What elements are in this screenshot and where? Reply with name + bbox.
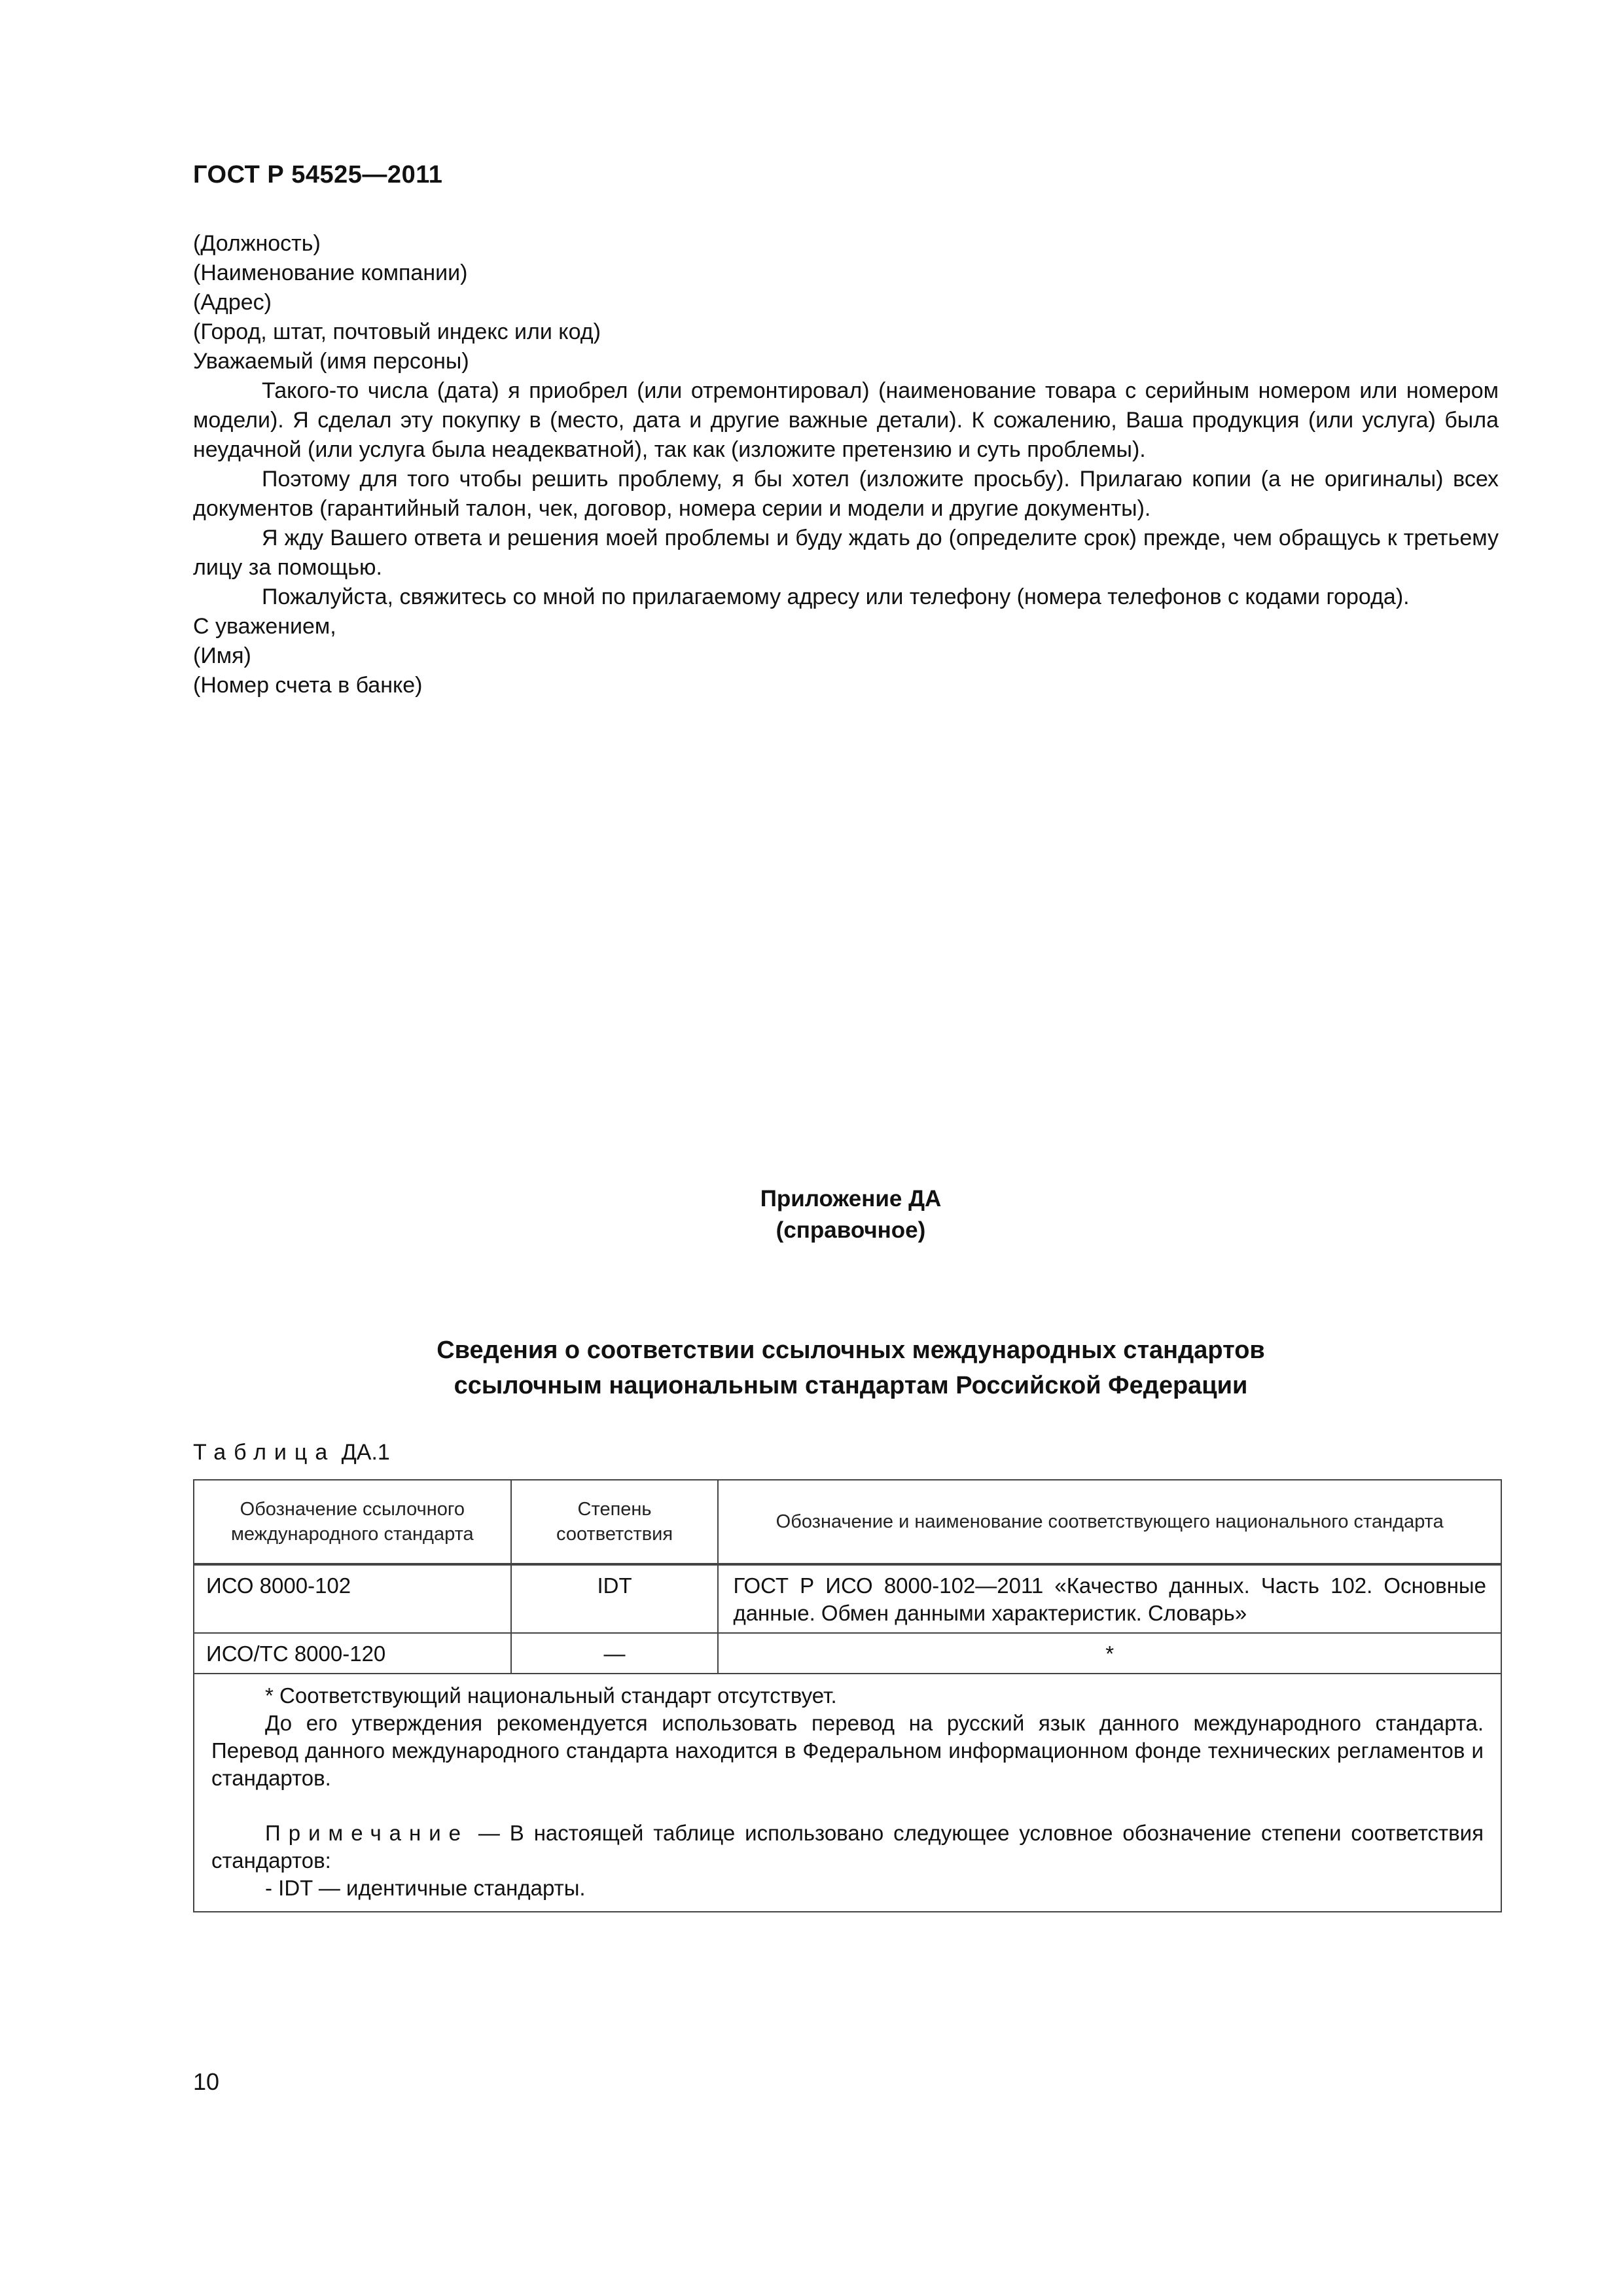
- salutation-line: Уважаемый (имя персоны): [193, 349, 469, 374]
- column-header: Обозначение и наименование соответствующего национального стандарта: [718, 1480, 1501, 1564]
- note-label: Примечание: [265, 1821, 469, 1845]
- appendix-kind: (справочное): [776, 1217, 926, 1243]
- table-header-row: [194, 1480, 1501, 1564]
- table-caption: [193, 1440, 390, 1465]
- degree-cell: IDT: [511, 1564, 719, 1633]
- address-line: (Город, штат, почтовый индекс или код): [193, 319, 601, 344]
- appendix-title-line: Сведения о соответствии ссылочных международных стандартов: [437, 1336, 1265, 1364]
- closing-line: (Номер счета в банке): [193, 673, 423, 698]
- appendix-title-line: ссылочным национальным стандартам Российской Федерации: [454, 1372, 1248, 1399]
- letter-paragraph: Поэтому для того чтобы решить проблему, я бы хотел (изложите просьбу). Прилагаю копии (а не оригиналы) всех документов (гарантийный талон, чек, договор, номера серии и модели и другие документы).: [193, 467, 1499, 521]
- closing-line: С уважением,: [193, 614, 336, 639]
- closing-line: (Имя): [193, 643, 251, 668]
- appendix-title: [193, 1333, 1508, 1403]
- table-caption-number: ДА.1: [341, 1440, 390, 1465]
- letter-paragraph: Такого-то числа (дата) я приобрел (или отремонтировал) (наименование товара с серийным номером или номером модели). Я сделал эту покупку в (место, дата и другие важные детали). К сожалению, Ваша продукция (или услуга) была неудачной (или услуга была неадекватной), так как (изложите претензию и суть проблемы).: [193, 378, 1499, 462]
- appendix-name: Приложение ДА: [760, 1186, 942, 1211]
- table-row: [194, 1633, 1501, 1674]
- footnote-recommendation: До его утверждения рекомендуется использовать перевод на русский язык данного международного стандарта. Перевод данного международного стандарта находится в Федеральном информационном фонде технических регламентов и стандартов.: [211, 1711, 1484, 1790]
- standards-correspondence-table: [193, 1479, 1502, 1912]
- appendix-heading: [193, 1183, 1508, 1246]
- page-number: 10: [193, 2068, 220, 2095]
- table-caption-word: Таблица: [193, 1440, 336, 1465]
- letter-template: [193, 229, 1499, 700]
- footnote-spacer: [211, 1792, 1484, 1820]
- address-line: (Должность): [193, 231, 321, 256]
- intl-standard-cell: ИСО/ТС 8000-120: [194, 1633, 511, 1674]
- address-line: (Адрес): [193, 290, 272, 315]
- footnote-star-note: * Соответствующий национальный стандарт отсутствует.: [265, 1683, 837, 1708]
- table-footnote-row: [194, 1674, 1501, 1912]
- letter-paragraph: Я жду Вашего ответа и решения моей проблемы и буду ждать до (определите срок) прежде, чем обращусь к третьему лицу за помощью.: [193, 526, 1499, 580]
- footnote-note: [211, 1820, 1484, 1874]
- column-header: Степень соответствия: [511, 1480, 719, 1564]
- address-line: (Наименование компании): [193, 260, 468, 285]
- note-text: — В настоящей таблице использовано следующее условное обозначение степени соответствия стандартов:: [211, 1821, 1484, 1873]
- degree-cell: —: [511, 1633, 719, 1674]
- national-standard-cell: ГОСТ Р ИСО 8000-102—2011 «Качество данных. Часть 102. Основные данные. Обмен данными характеристик. Словарь»: [718, 1564, 1501, 1633]
- standard-code-header: ГОСТ Р 54525—2011: [193, 161, 443, 188]
- table-row: [194, 1564, 1501, 1633]
- national-standard-cell: *: [718, 1633, 1501, 1674]
- footnote-idt-line: - IDT — идентичные стандарты.: [265, 1876, 586, 1900]
- intl-standard-cell: ИСО 8000-102: [194, 1564, 511, 1633]
- table-footnote: [194, 1674, 1501, 1912]
- letter-paragraph: Пожалуйста, свяжитесь со мной по прилагаемому адресу или телефону (номера телефонов с кодами города).: [262, 584, 1410, 609]
- column-header: Обозначение ссылочного международного стандарта: [194, 1480, 511, 1564]
